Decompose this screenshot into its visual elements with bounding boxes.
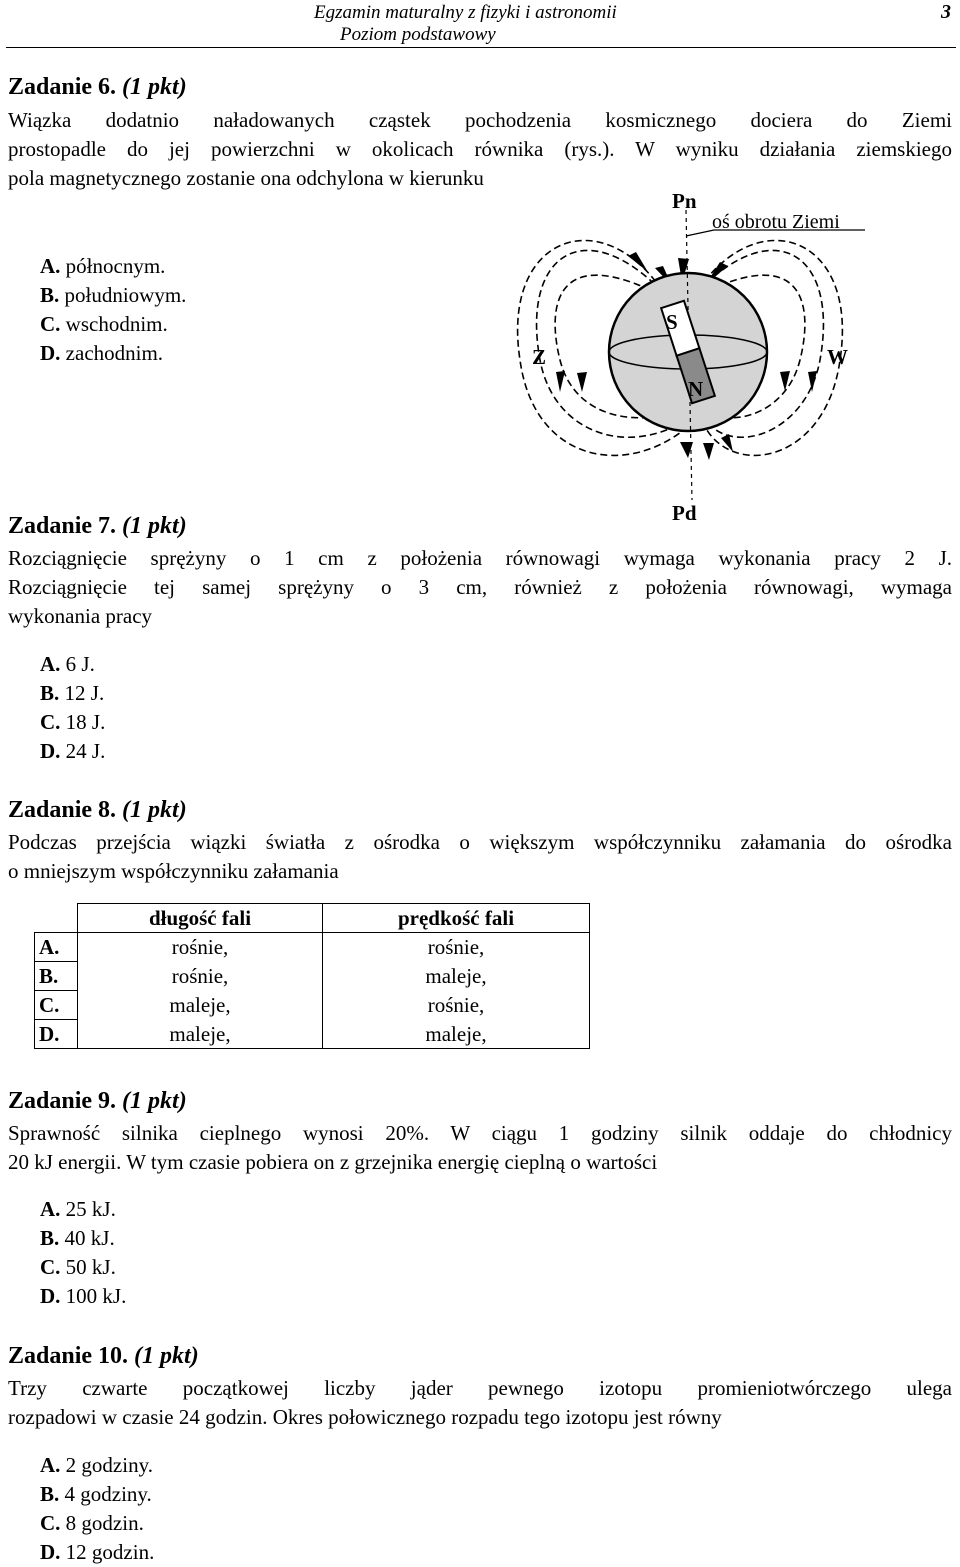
exam-level: Poziom podstawowy	[340, 24, 496, 45]
option-a[interactable]: A. północnym.	[40, 254, 166, 278]
task7-line: Rozciągnięcie tej samej sprężyny o 3 cm, również z położenia równowagi, wymaga	[8, 575, 952, 599]
option-d[interactable]: D. zachodnim.	[40, 341, 164, 365]
task8-line: o mniejszym współczynniku załamania	[8, 859, 339, 883]
task9-points: (1 pkt)	[122, 1088, 187, 1114]
task9-line: Sprawność silnika cieplnego wynosi 20%. W ciągu 1 godziny silnik oddaje do chłodnicy	[8, 1121, 952, 1145]
table-corner	[35, 904, 78, 933]
task7-text	[8, 544, 952, 631]
task8-answer-table	[34, 903, 590, 1049]
option-a[interactable]: A. 25 kJ.	[40, 1197, 116, 1221]
task10-title	[8, 1343, 199, 1370]
option-b[interactable]: B. południowym.	[40, 283, 187, 307]
task9-title	[8, 1088, 187, 1115]
task8-line: Podczas przejścia wiązki światła z ośrodka o większym współczynniku załamania do ośrodka	[8, 830, 952, 854]
option-c[interactable]: C. wschodnim.	[40, 312, 168, 336]
option-c[interactable]: C. 50 kJ.	[40, 1255, 116, 1279]
task7-number: Zadanie 7.	[8, 513, 117, 539]
option-d[interactable]: D. 12 godzin.	[40, 1540, 155, 1564]
task8-points: (1 pkt)	[122, 797, 187, 823]
task7-options	[40, 650, 105, 766]
option-a[interactable]: A. 6 J.	[40, 652, 95, 676]
option-d[interactable]: D. 100 kJ.	[40, 1284, 127, 1308]
task10-text	[8, 1374, 952, 1432]
task9-line: 20 kJ energii. W tym czasie pobiera on z grzejnika energię cieplną o wartości	[8, 1150, 658, 1174]
task10-options	[40, 1451, 154, 1567]
task6-options	[40, 252, 186, 368]
task10-number: Zadanie 10.	[8, 1343, 129, 1369]
table-row[interactable]: C. maleje, rośnie,	[35, 991, 590, 1020]
option-c[interactable]: C. 18 J.	[40, 710, 106, 734]
task10-points: (1 pkt)	[134, 1343, 199, 1369]
task10-line: Trzy czwarte początkowej liczby jąder pewnego izotopu promieniotwórczego ulega	[8, 1376, 952, 1400]
task8-title	[8, 797, 187, 824]
label-pn: Pn	[672, 189, 697, 213]
page-number: 3	[941, 1, 951, 23]
table-row[interactable]: B. rośnie, maleje,	[35, 962, 590, 991]
option-c[interactable]: C. 8 godzin.	[40, 1511, 144, 1535]
header-speed: prędkość fali	[323, 904, 590, 933]
exam-title: Egzamin maturalny z fizyki i astronomii	[314, 2, 617, 23]
label-n: N	[688, 377, 704, 401]
task7-line: wykonania pracy	[8, 604, 153, 628]
task7-title	[8, 513, 187, 540]
label-pd: Pd	[672, 501, 697, 525]
task7-points: (1 pkt)	[122, 513, 187, 539]
task9-options	[40, 1195, 126, 1311]
option-b[interactable]: B. 4 godziny.	[40, 1482, 152, 1506]
earth-magnetic-field-figure	[500, 180, 900, 530]
task6-line: prostopadle do jej powierzchni w okolicach równika (rys.). W wyniku działania ziemskiego	[8, 137, 952, 161]
option-a[interactable]: A. 2 godziny.	[40, 1453, 153, 1477]
label-w: W	[827, 345, 848, 369]
option-b[interactable]: B. 40 kJ.	[40, 1226, 115, 1250]
task6-points: (1 pkt)	[122, 74, 187, 100]
task8-number: Zadanie 8.	[8, 797, 117, 823]
table-row[interactable]: D. maleje, maleje,	[35, 1020, 590, 1049]
header-rule	[6, 47, 956, 48]
task9-number: Zadanie 9.	[8, 1088, 117, 1114]
table-row[interactable]: A. rośnie, rośnie,	[35, 933, 590, 962]
label-z: Z	[532, 345, 547, 369]
task7-line: Rozciągnięcie sprężyny o 1 cm z położenia równowagi wymaga wykonania pracy 2 J.	[8, 546, 952, 570]
task9-text	[8, 1119, 952, 1177]
task8-text	[8, 828, 952, 886]
header-wavelength: długość fali	[78, 904, 323, 933]
task6-number: Zadanie 6.	[8, 74, 117, 100]
label-axis: oś obrotu Ziemi	[712, 211, 840, 233]
task6-line: Wiązka dodatnio naładowanych cząstek pochodzenia kosmicznego dociera do Ziemi	[8, 108, 952, 132]
task6-line: pola magnetycznego zostanie ona odchylona w kierunku	[8, 166, 484, 190]
task10-line: rozpadowi w czasie 24 godzin. Okres połowicznego rozpadu tego izotopu jest równy	[8, 1405, 722, 1429]
option-d[interactable]: D. 24 J.	[40, 739, 106, 763]
label-s: S	[666, 310, 678, 334]
page-header	[0, 0, 960, 48]
option-b[interactable]: B. 12 J.	[40, 681, 105, 705]
task6-title	[8, 74, 187, 101]
